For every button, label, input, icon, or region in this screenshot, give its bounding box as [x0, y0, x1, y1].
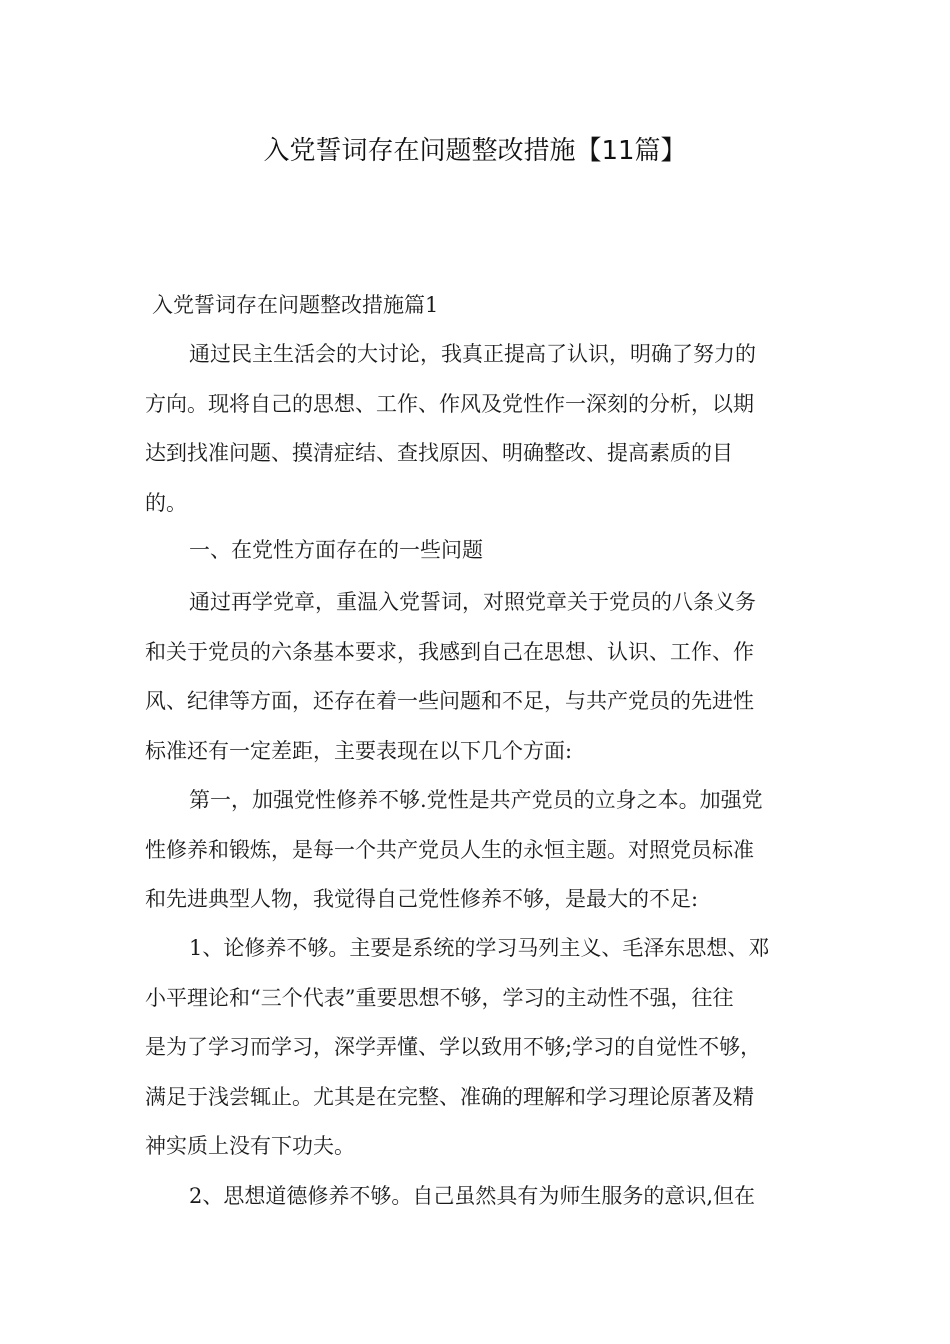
paragraph-line: 和关于党员的六条基本要求，我感到自己在思想、认识、工作、作 [145, 639, 754, 664]
paragraph-line: 风、纪律等方面，还存在着一些问题和不足，与共产党员的先进性 [145, 689, 754, 714]
document-title: 入党誓词存在问题整改措施【11篇】 [263, 136, 687, 166]
paragraph-line: 通过民主生活会的大讨论，我真正提高了认识，明确了努力的 [189, 342, 756, 366]
paragraph-line: 1、论修养不够。主要是系统的学习马列主义、毛泽东思想、邓 [189, 936, 770, 960]
paragraph-item-2 [145, 1172, 805, 1222]
paragraph-item-1 [145, 924, 805, 1172]
paragraph-line: 和先进典型人物，我觉得自己党性修养不够，是最大的不足: [145, 887, 699, 912]
paragraph-line: 达到找准问题、摸清症结、查找原因、明确整改、提高素质的目 [145, 441, 733, 466]
paragraph-line: 通过再学党章，重温入党誓词，对照党章关于党员的八条义务 [189, 590, 756, 614]
paragraph-line: 满足于浅尝辄止。尤其是在完整、准确的理解和学习理论原著及精 [145, 1084, 754, 1109]
paragraph-line: 神实质上没有下功夫。 [145, 1134, 355, 1159]
paragraph-line: 方向。现将自己的思想、工作、作风及党性作一深刻的分析，以期 [145, 391, 754, 416]
section-title: 入党誓词存在问题整改措施篇1 [152, 293, 439, 317]
paragraph-first-point [145, 776, 805, 925]
paragraph-line: 一、在党性方面存在的一些问题 [189, 538, 483, 562]
paragraph-line: 是为了学习而学习，深学弄懂、学以致用不够;学习的自觉性不够， [145, 1035, 762, 1060]
paragraph-intro [145, 330, 805, 528]
section-heading [145, 526, 805, 576]
paragraph-line: 小平理论和“三个代表”重要思想不够，学习的主动性不强，往往 [145, 985, 734, 1010]
paragraph-party-charter [145, 578, 805, 776]
paragraph-line: 第一，加强党性修养不够.党性是共产党员的立身之本。加强党 [189, 788, 763, 812]
paragraph-line: 的。 [145, 490, 187, 515]
paragraph-line: 2、思想道德修养不够。自己虽然具有为师生服务的意识,但在 [189, 1184, 756, 1208]
paragraph-line: 性修养和锻炼，是每一个共产党员人生的永恒主题。对照党员标准 [145, 837, 754, 862]
paragraph-line: 标准还有一定差距，主要表现在以下几个方面: [145, 738, 573, 763]
